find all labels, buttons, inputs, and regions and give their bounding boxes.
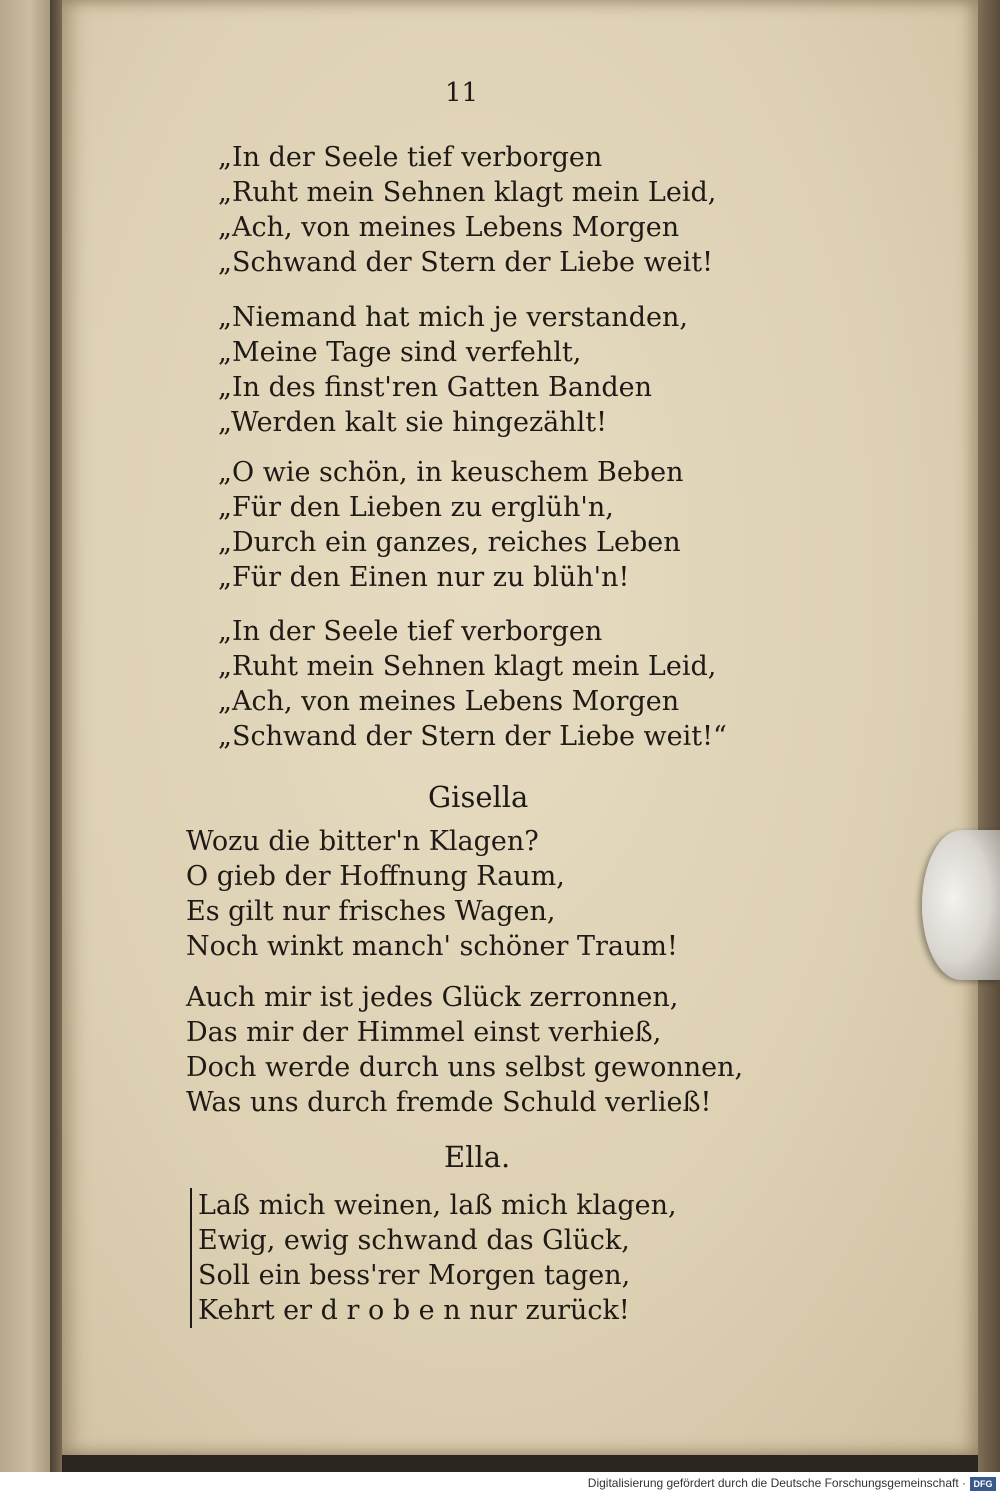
right-page-edge [978, 0, 1000, 1472]
left-page-edge [0, 0, 50, 1472]
verse-line: Doch werde durch uns selbst gewonnen, [186, 1052, 744, 1083]
stanza [190, 1188, 677, 1328]
verse-line: „Niemand hat mich je verstanden, [218, 302, 688, 333]
stanza [218, 140, 716, 280]
verse-line: Soll ein bess'rer Morgen tagen, [198, 1260, 631, 1291]
verse-line: „O wie schön, in keuschem Beben [218, 457, 684, 488]
speaker-heading: Gisella [428, 780, 529, 814]
glass-weight [922, 830, 1000, 980]
verse-line: „Für den Lieben zu erglüh'n, [218, 492, 614, 523]
speaker-heading: Ella. [444, 1140, 511, 1174]
book-gutter [50, 0, 62, 1472]
verse-line: „In der Seele tief verborgen [218, 142, 603, 173]
verse-line: „Ruht mein Sehnen klagt mein Leid, [218, 651, 717, 682]
stanza [218, 300, 688, 440]
stanza [218, 455, 684, 595]
verse-line: „Werden kalt sie hingezählt! [218, 407, 607, 438]
footer-bar [0, 1472, 1000, 1496]
verse-line: „Ruht mein Sehnen klagt mein Leid, [218, 177, 717, 208]
verse-line: O gieb der Hoffnung Raum, [186, 861, 565, 892]
verse-line: Das mir der Himmel einst verhieß, [186, 1017, 662, 1048]
verse-line: Kehrt er d r o b e n nur zurück! [198, 1295, 630, 1326]
dfg-logo-icon: DFG [970, 1477, 996, 1491]
verse-line: Ewig, ewig schwand das Glück, [198, 1225, 630, 1256]
stanza [218, 614, 727, 754]
verse-line: „Schwand der Stern der Liebe weit!“ [218, 721, 727, 752]
verse-line: Laß mich weinen, laß mich klagen, [198, 1190, 677, 1221]
verse-line: „In des finst'ren Gatten Banden [218, 372, 653, 403]
verse-line: „Durch ein ganzes, reiches Leben [218, 527, 681, 558]
verse-line: Noch winkt manch' schöner Traum! [186, 931, 678, 962]
verse-line: „In der Seele tief verborgen [218, 616, 603, 647]
verse-line: Wozu die bitter'n Klagen? [186, 826, 539, 857]
verse-line: Was uns durch fremde Schuld verließ! [186, 1087, 712, 1118]
verse-line: „Ach, von meines Lebens Morgen [218, 212, 680, 243]
verse-line: „Ach, von meines Lebens Morgen [218, 686, 680, 717]
verse-line: „Schwand der Stern der Liebe weit! [218, 247, 713, 278]
verse-line: Es gilt nur frisches Wagen, [186, 896, 556, 927]
verse-line: Auch mir ist jedes Glück zerronnen, [186, 982, 679, 1013]
verse-line: „Meine Tage sind verfehlt, [218, 337, 582, 368]
page-number: 11 [445, 78, 479, 108]
stanza [186, 824, 678, 964]
funding-notice: Digitalisierung gefördert durch die Deutsche Forschungsgemeinschaft · [587, 1476, 966, 1490]
verse-line: „Für den Einen nur zu blüh'n! [218, 562, 630, 593]
stanza [186, 980, 743, 1120]
